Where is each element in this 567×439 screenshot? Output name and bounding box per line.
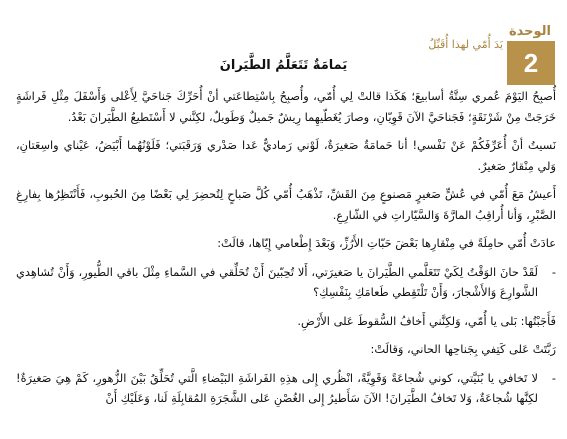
paragraph: أَعيشُ مَعَ أُمّي في عُشٍّ صَغيرٍ مَصنوعٍ مِنَ القَشِّ، تَذْهَبُ أُمّي كُلَّ صَباحٍ لِتُحضِرَ لِي بَعْضًا مِنَ الحُبوبِ، فَأَنْتَظِرُها بِفارِغِ الصَّبْرِ، وَأنا أُراقِبُ المارَّةَ وَالسَّيّاراتِ في الشّارِعِ. <box>16 187 556 222</box>
paragraph: أُصبِحُ اليَوْمَ عُمري سِتَّةُ أسابيعَ؛ هَكَذا قالتْ لِي أُمّي، وأُصبِحُ بِاسْتِطاعَتي أنْ أُحَرِّكَ جَناحَيَّ لِأَعْلى وَأَسْفَلَ مِثْلِ فَراشَةٍ خَرَجَتْ مِنْ شَرْنَقَةٍ؛ فَجَناحَيَّ الآنَ قَوِيّانِ، وصارَ يُغَطّيهِما رِيشٌ جَميلٌ وَطَويلٌ، لكِنَّني لا أَسْتَطيعُ الطَّيَرانَ بَعْدُ. <box>16 89 556 124</box>
story-body <box>16 86 556 417</box>
dialog-text: لَقَدْ حانَ الوَقْتُ لِكَيْ تَتَعَلَّمي الطَّيَرانَ يا صَغيرَتي، أَلا تُحِبّينَ أَنْ تُحَلِّقي في السَّماءِ مِثْلَ باقي الطُّيورِ، وَأَنْ تُشاهِدي الشَّوارِعَ وَالأَشْجارَ، وَأَنْ تَلْتَقِطي طَعامَكِ بِنَفْسِكِ؟ <box>16 264 538 299</box>
dialog-dash: - <box>551 370 556 385</box>
unit-label: الوحدة <box>508 24 552 39</box>
dialog-text: لا تَخافي يا بُنَيَّتي، كوني شُجاعَةً وَقَوِيَّةً، انْظُري إِلى هذِهِ الفَراشَةِ البَيْضاءِ الَّتي تُحَلِّقُ بَيْنَ الزُّهورِ، كَمْ هِيَ صَغيرَةٌ! لكِنَّها شُجاعَةٌ، وَلا تَخافُ الطَّيَرانَ! الآنَ سَأَطيرُ إِلى الغُصْنِ عَلى الشَّجَرَةِ المُقابِلَةِ لَنا، وَعَلَيْكِ أَنْ <box>16 370 538 405</box>
paragraph: رَبَّتَتْ عَلى كَتِفي بِجَناحِها الحاني، وَقالَتْ: <box>370 342 556 356</box>
story-title: يَمامَةٌ تَتَعَلَّمُ الطَّيَرانَ <box>219 58 348 73</box>
dialog-line <box>16 368 556 409</box>
paragraph: عادَتْ أُمّي حامِلَةً في مِنْقارِها بَعْضَ حَبّاتِ الأَرُزِّ، وَبَعْدَ إِطْعامي إِيّاها، قالَتْ: <box>217 236 556 250</box>
unit-subtitle: يَدَ أُمّي ‏لهذا أُقَبِّلُ <box>428 38 503 51</box>
dialog-dash: - <box>551 264 556 279</box>
paragraph: فَأَجَبْتُها: بَلى يا أُمّي، وَلكِنَّني أَخافُ السُّقوطَ عَلى الأَرْضِ. <box>297 313 556 328</box>
dialog-line <box>16 262 556 303</box>
paragraph: نَسيتُ أنْ أُعَرِّفَكُمْ عَنْ نَفْسي! أنا حَمامَةٌ صَغيرَةٌ، لَوْني رَماديٌّ عَدا صَدْري وَرَقَبَتي؛ فَلَوْنُهُما أَبْيَضُ، عَيْناي واسِعَتانِ، وَلي مِنْقارٌ صَغيرٌ. <box>16 138 556 173</box>
unit-number-badge: 2 <box>507 41 555 85</box>
